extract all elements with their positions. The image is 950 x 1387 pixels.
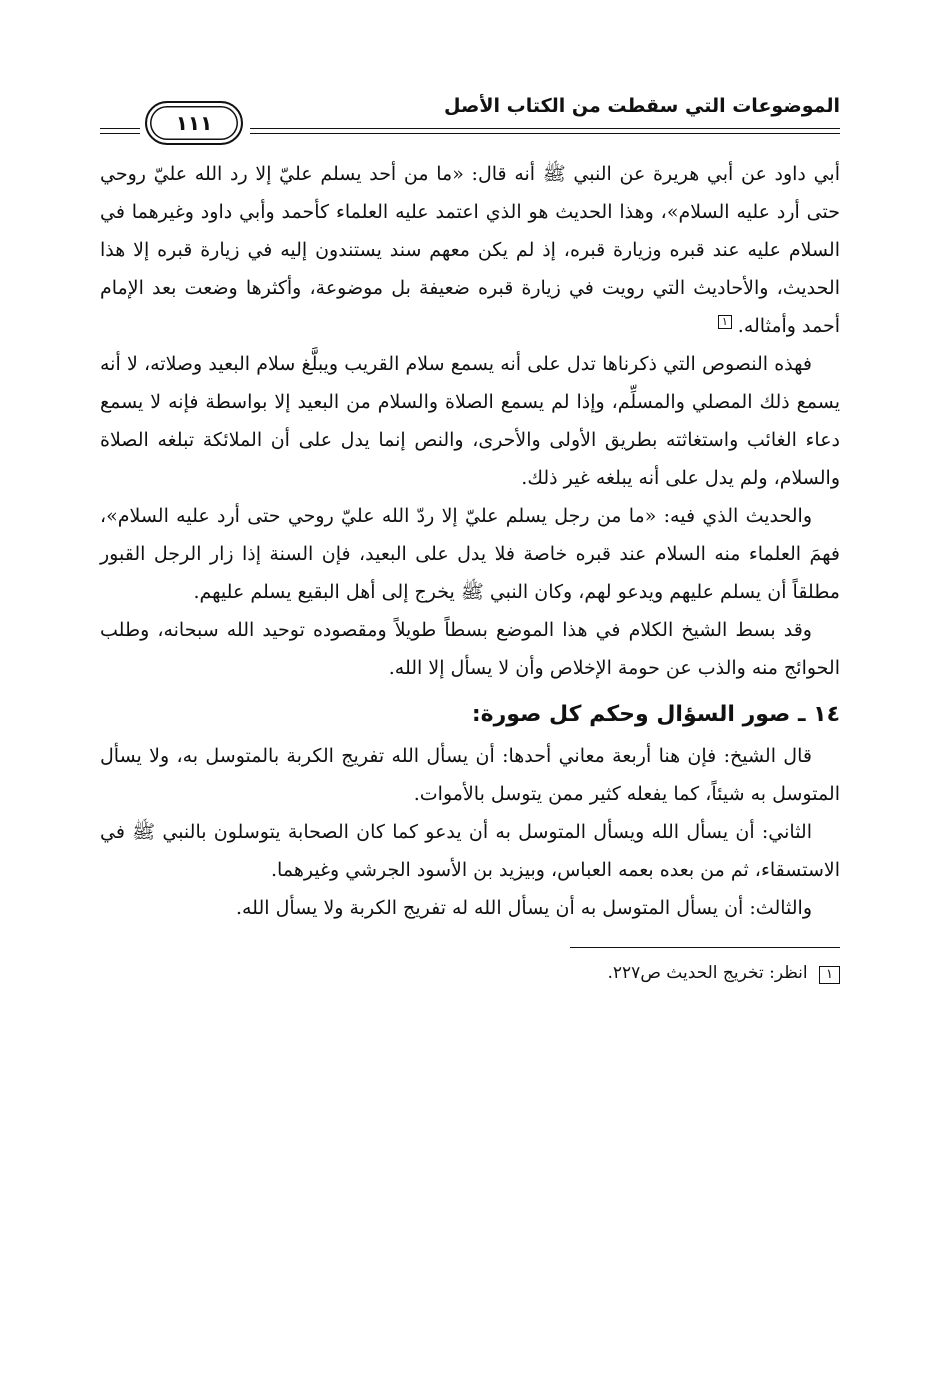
paragraph xyxy=(100,155,840,345)
book-page xyxy=(100,95,840,1315)
header-rule xyxy=(250,128,840,134)
footnote-marker: ١ xyxy=(718,315,732,329)
page-number: ١١١ xyxy=(145,101,243,145)
header-rule-left xyxy=(100,128,140,134)
paragraph: وقد بسط الشيخ الكلام في هذا الموضع بسطاً طويلاً ومقصوده توحيد الله سبحانه، وطلب الحوائج منه والذب عن حومة الإخلاص وأن لا يسأل إلا الله. xyxy=(100,619,840,679)
paragraph: فهذه النصوص التي ذكرناها تدل على أنه يسمع سلام القريب ويبلَّغ سلام البعيد وصلاته، لا أنه يسمع ذلك المصلي والمسلِّم، وإذا لم يسمع الصلاة والسلام من البعيد إلا بواسطة فإنه لا يسمع دعاء الغائب واستغاثته بطريق الأولى والأحرى، والنص إنما يدل على أن الملائكة تبلغه الصلاة والسلام، ولم يدل على أنه يبلغه غير ذلك. xyxy=(100,353,840,489)
paragraph: والحديث الذي فيه: «ما من رجل يسلم عليّ إلا ردّ الله عليّ روحي حتى أرد عليه السلام»، فهمَ العلماء منه السلام عند قبره خاصة فلا يدل على البعيد، فإن السنة إذا زار الرجل القبور مطلقاً أن يسلم عليهم ويدعو لهم، وكان النبي ﷺ يخرج إلى أهل البقيع يسلم عليهم. xyxy=(100,505,840,603)
footnote-number: ١ xyxy=(819,966,840,984)
footnote xyxy=(100,960,840,986)
page-header xyxy=(100,95,840,145)
paragraph: قال الشيخ: فإن هنا أربعة معاني أحدها: أن يسأل الله تفريج الكربة بالمتوسل به، ولا يسأل المتوسل به شيئاً، كما يفعله كثير ممن يتوسل بالأموات. xyxy=(100,745,840,805)
paragraph: الثاني: أن يسأل الله ويسأل المتوسل به أن يدعو كما كان الصحابة يتوسلون بالنبي ﷺ في الاستسقاء، ثم من بعده بعمه العباس، وبيزيد بن الأسود الجرشي وغيرهما. xyxy=(100,821,840,881)
footnote-rule xyxy=(570,947,840,948)
body-text xyxy=(100,155,840,927)
section-heading: ١٤ ـ صور السؤال وحكم كل صورة: xyxy=(471,702,840,727)
paragraph-text: أبي داود عن أبي هريرة عن النبي ﷺ أنه قال: «ما من أحد يسلم عليّ إلا رد الله عليّ روحي حتى أرد عليه السلام»، وهذا الحديث هو الذي اعتمد عليه العلماء كأحمد وأبي داود وغيرهما في السلام عليه عند قبره وزيارة قبره، إذ لم يكن معهم سند يستندون إليه في زيارة قبره إلا هذا الحديث، والأحاديث التي رويت في زيارة قبره ضعيفة بل موضوعة، وأكثرها وضعت بعد الإمام أحمد وأمثاله. xyxy=(100,163,840,337)
running-title: الموضوعات التي سقطت من الكتاب الأصل xyxy=(444,95,840,117)
footnote-text: انظر: تخريج الحديث ص٢٢٧. xyxy=(607,963,808,983)
paragraph: والثالث: أن يسأل المتوسل به أن يسأل الله له تفريج الكربة ولا يسأل الله. xyxy=(235,897,812,919)
